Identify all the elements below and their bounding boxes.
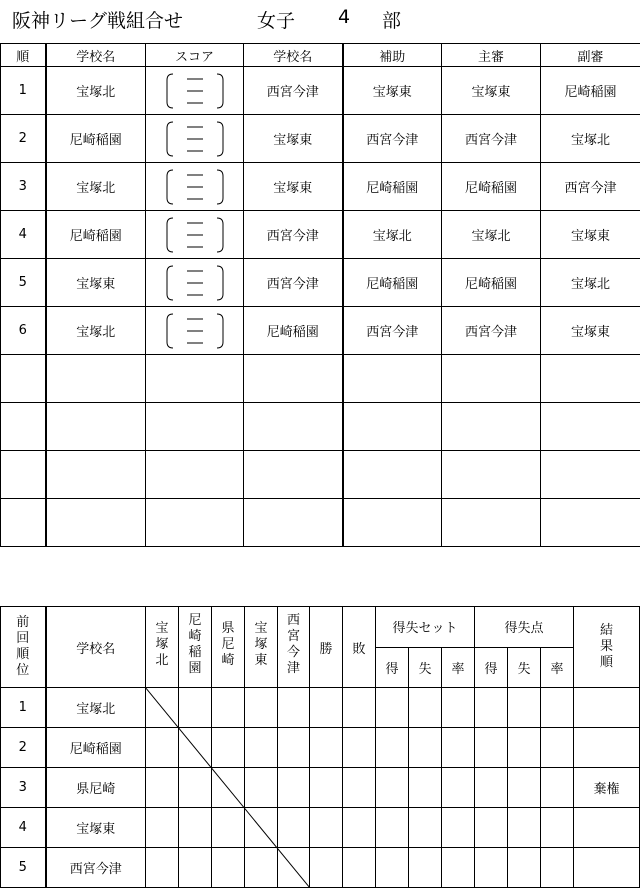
schedule-row [1,307,640,355]
row-cell [442,688,475,728]
row-sub-referee: 宝塚東 [541,307,640,355]
row-team-b: 宝塚東 [244,163,343,211]
row-assistant [343,499,442,547]
row-referee: 宝塚北 [442,211,541,259]
row-score [146,451,244,499]
row-team-b: 宝塚東 [244,115,343,163]
title-division-number: 4 [338,6,351,28]
standings-row [1,728,640,768]
schedule-table [0,43,640,547]
row-assistant: 尼崎稲園 [343,259,442,307]
header-assistant: 補助 [343,44,442,67]
row-cell [310,728,343,768]
row-sub-referee [541,499,640,547]
standings-header-row [1,607,640,648]
row-cell [376,768,409,808]
schedule-row [1,115,640,163]
row-cell [541,728,574,768]
row-score [146,355,244,403]
header-school-a: 学校名 [46,44,146,67]
header-school-b: 学校名 [244,44,343,67]
row-cell [343,808,376,848]
row-assistant: 宝塚東 [343,67,442,115]
row-order: 5 [1,259,46,307]
row-score [146,307,244,355]
header-loss: 敗 [343,607,376,688]
row-cell [475,688,508,728]
row-order: 6 [1,307,46,355]
points-gain: 得 [475,647,508,688]
row-cell [475,728,508,768]
row-team-a: 尼崎稲園 [46,211,146,259]
score-box [146,263,243,303]
row-team-a: 宝塚北 [46,67,146,115]
row-order: 3 [1,163,46,211]
row-team-b: 尼崎稲園 [244,307,343,355]
row-result: 棄権 [574,768,640,808]
header-order: 順 [1,44,46,67]
header-opp-3 [212,607,245,688]
header-referee: 主審 [442,44,541,67]
row-sub-referee: 宝塚北 [541,115,640,163]
schedule-row [1,163,640,211]
schedule-row [1,499,640,547]
schedule-row [1,211,640,259]
diagonal-line [145,687,310,888]
row-team-a [46,355,146,403]
score-bracket-icon [146,71,244,111]
row-score [146,499,244,547]
row-order [1,403,46,451]
schedule-row [1,403,640,451]
schedule-row [1,259,640,307]
row-team-b [244,451,343,499]
row-cell [442,768,475,808]
row-cell [376,808,409,848]
row-assistant: 西宮今津 [343,307,442,355]
row-sub-referee [541,355,640,403]
row-sub-referee: 宝塚東 [541,211,640,259]
score-box [146,311,243,351]
row-cell [310,848,343,888]
row-cell [475,848,508,888]
row-cell [409,728,442,768]
score-box [146,167,243,207]
row-team-b [244,355,343,403]
row-assistant: 尼崎稲園 [343,163,442,211]
row-cell [376,848,409,888]
header-win: 勝 [310,607,343,688]
row-result [574,688,640,728]
row-cell [541,768,574,808]
header-result-text: 結 果 順 [600,623,614,670]
standings-row [1,808,640,848]
header-score: スコア [146,44,244,67]
row-cell [310,768,343,808]
row-team-b: 西宮今津 [244,67,343,115]
row-assistant [343,403,442,451]
points-ratio: 率 [541,647,574,688]
header-prev-rank-text: 前 回 順 位 [16,615,30,678]
row-team-b [244,499,343,547]
standings-table [0,606,640,888]
row-score [146,67,244,115]
row-result [574,728,640,768]
row-cell [541,848,574,888]
row-team-a: 宝塚北 [46,163,146,211]
row-referee: 宝塚東 [442,67,541,115]
score-bracket-icon [146,263,244,303]
row-result [574,808,640,848]
row-rank: 4 [1,808,46,848]
row-order: 4 [1,211,46,259]
row-order [1,451,46,499]
row-order: 1 [1,67,46,115]
row-referee: 西宮今津 [442,307,541,355]
header-sub-referee: 副審 [541,44,640,67]
row-cell [508,728,541,768]
row-assistant [343,355,442,403]
header-opp-1 [146,607,179,688]
row-cell [409,688,442,728]
row-order [1,499,46,547]
row-order [1,355,46,403]
sets-loss: 失 [409,647,442,688]
row-team-a [46,451,146,499]
row-cell [508,768,541,808]
row-school: 宝塚東 [46,808,146,848]
row-referee [442,355,541,403]
row-score [146,163,244,211]
row-referee [442,403,541,451]
row-cell [409,848,442,888]
header-opp-5 [278,607,310,688]
row-score [146,259,244,307]
row-cell [442,808,475,848]
opp-name: 県 尼 崎 [221,621,235,668]
row-assistant: 宝塚北 [343,211,442,259]
row-cell [343,688,376,728]
row-sub-referee: 宝塚北 [541,259,640,307]
row-sub-referee: 尼崎稲園 [541,67,640,115]
opp-name: 西 宮 今 津 [286,613,300,676]
schedule-row [1,451,640,499]
score-bracket-icon [146,167,244,207]
opp-name: 宝 塚 東 [254,621,268,668]
standings-row [1,688,640,728]
header-school: 学校名 [46,607,146,688]
row-cell [310,688,343,728]
row-rank: 1 [1,688,46,728]
row-team-b: 西宮今津 [244,259,343,307]
title-main: 阪神リーグ戦組合せ [12,10,184,32]
row-cell [541,688,574,728]
row-sub-referee [541,451,640,499]
row-assistant [343,451,442,499]
title-division-suffix: 部 [382,10,402,32]
row-order: 2 [1,115,46,163]
row-school: 宝塚北 [46,688,146,728]
row-team-a [46,499,146,547]
row-cell [409,808,442,848]
row-team-b: 西宮今津 [244,211,343,259]
row-team-a [46,403,146,451]
row-assistant: 西宮今津 [343,115,442,163]
opp-name: 尼 崎 稲 園 [188,613,202,676]
sets-gain: 得 [376,647,409,688]
header-opp-4 [245,607,278,688]
row-cell [343,728,376,768]
title-category: 女子 [257,10,296,32]
row-referee [442,499,541,547]
row-cell [442,728,475,768]
sets-ratio: 率 [442,647,475,688]
row-cell [409,768,442,808]
row-cell [343,768,376,808]
header-opp-2 [179,607,212,688]
row-score [146,403,244,451]
schedule-header-row [1,44,640,67]
header-prev-rank [1,607,46,688]
row-team-a: 宝塚北 [46,307,146,355]
row-rank: 2 [1,728,46,768]
score-box [146,119,243,159]
standings-diagonal [145,687,310,888]
row-school: 尼崎稲園 [46,728,146,768]
row-cell [442,848,475,888]
schedule-row [1,67,640,115]
header-points: 得失点 [475,607,574,648]
row-sub-referee: 西宮今津 [541,163,640,211]
row-score [146,211,244,259]
schedule-row [1,355,640,403]
row-referee: 尼崎稲園 [442,163,541,211]
standings-row [1,768,640,808]
row-referee [442,451,541,499]
row-team-a: 尼崎稲園 [46,115,146,163]
points-loss: 失 [508,647,541,688]
row-cell [508,688,541,728]
row-sub-referee [541,403,640,451]
row-cell [475,808,508,848]
row-result [574,848,640,888]
score-bracket-icon [146,215,244,255]
row-cell [508,808,541,848]
score-box [146,215,243,255]
row-cell [475,768,508,808]
row-rank: 5 [1,848,46,888]
row-referee: 西宮今津 [442,115,541,163]
row-score [146,115,244,163]
row-school: 県尼崎 [46,768,146,808]
standings-row [1,848,640,888]
row-cell [508,848,541,888]
opp-name: 宝 塚 北 [155,621,169,668]
row-rank: 3 [1,768,46,808]
header-sets: 得失セット [376,607,475,648]
score-bracket-icon [146,311,244,351]
row-team-a: 宝塚東 [46,259,146,307]
row-cell [343,848,376,888]
row-school: 西宮今津 [46,848,146,888]
row-referee: 尼崎稲園 [442,259,541,307]
row-cell [310,808,343,848]
score-box [146,71,243,111]
row-team-b [244,403,343,451]
score-bracket-icon [146,119,244,159]
header-result [574,607,640,688]
row-cell [376,728,409,768]
row-cell [376,688,409,728]
row-cell [541,808,574,848]
